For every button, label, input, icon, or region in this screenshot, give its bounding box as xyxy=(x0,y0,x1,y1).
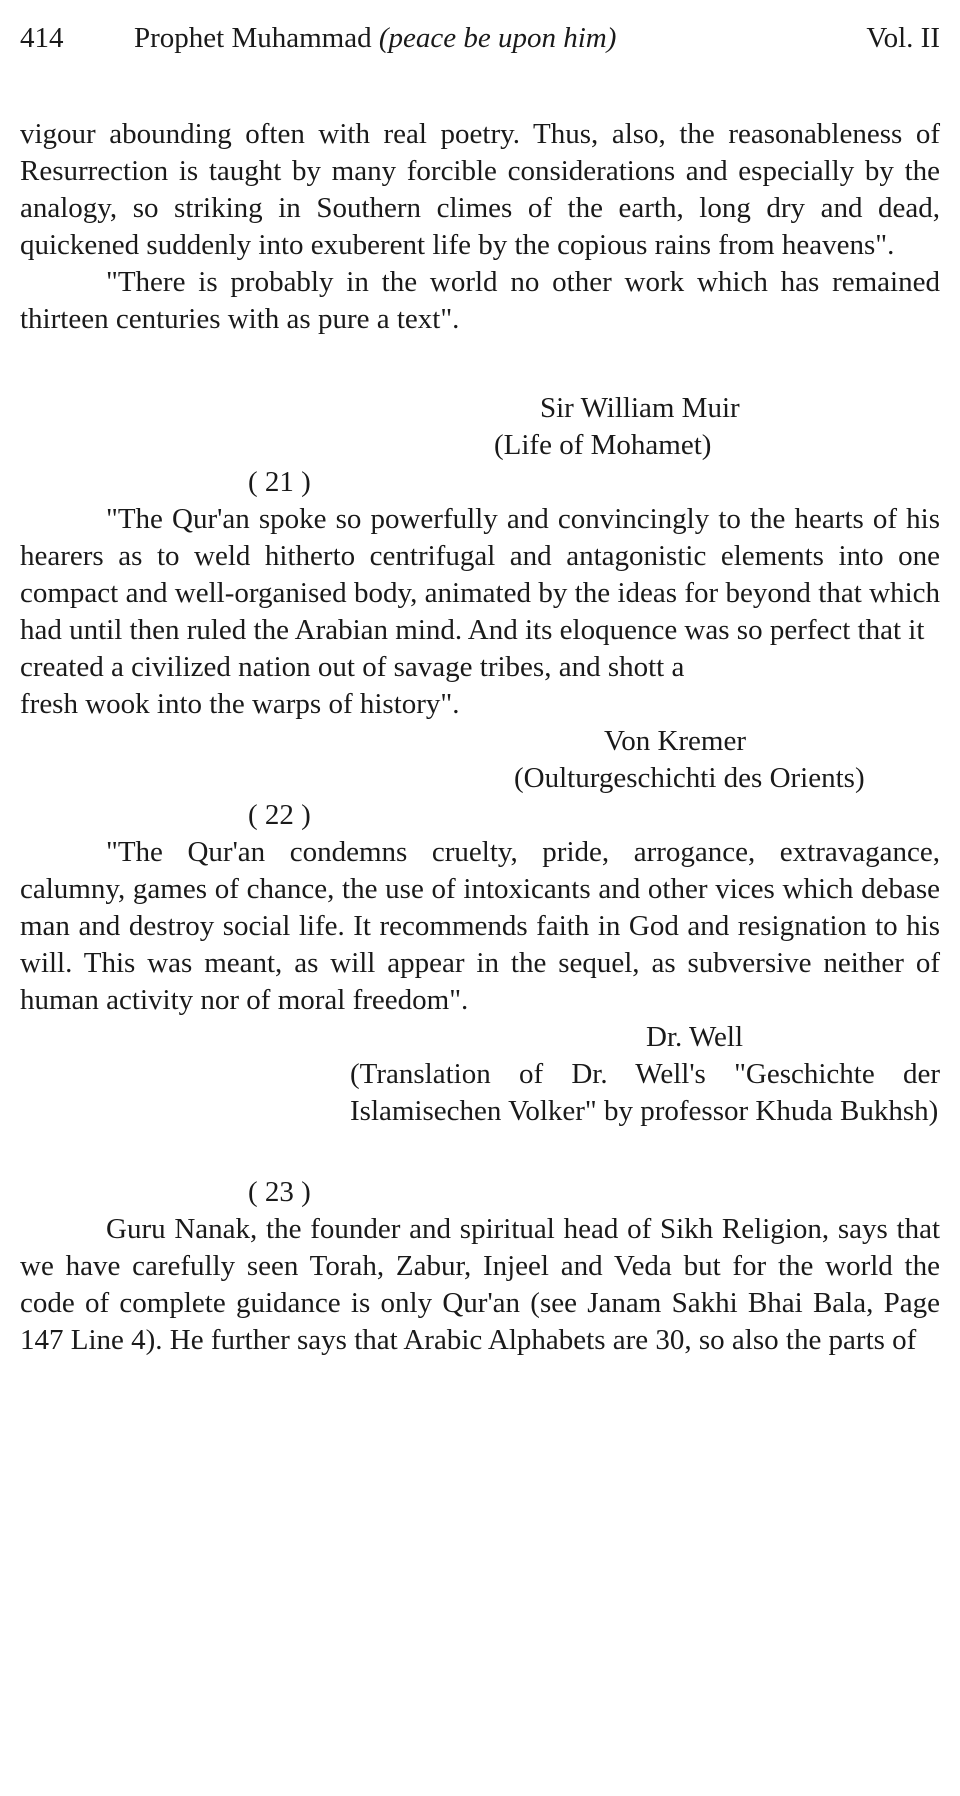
attribution-work-kremer: (Oulturgeschichti des Orients) xyxy=(514,762,865,794)
quote-number-22: ( 22 ) xyxy=(248,799,311,831)
attribution-name-muir: Sir William Muir xyxy=(540,392,740,424)
paragraph-kremer-quote-end: fresh wook into the warps of history". xyxy=(20,688,460,720)
paragraph-weil-quote: "The Qur'an condemns cruelty, pride, arrogance, extravagance, calumny, games of chance, the use of intoxicants and other vices which debase man and destroy social life. It recommends faith in God and resignation to his will. This was meant, as will appear in the sequel, as subversive neither of human activity nor of moral freedom". xyxy=(20,836,940,1016)
attribution-name-weil: Dr. Well xyxy=(646,1021,744,1053)
spacer xyxy=(20,338,940,390)
running-header xyxy=(20,18,940,68)
paragraph-kremer-quote-line: created a civilized nation out of savage tribes, and shott a xyxy=(20,651,685,683)
attribution-work-muir: (Life of Mohamet) xyxy=(494,429,712,461)
paragraph-guru-nanak: Guru Nanak, the founder and spiritual head of Sikh Religion, says that we have carefully seen Torah, Zabur, Injeel and Veda but for the world the code of complete guidance is only Qur'an (see Janam Sakhi Bhai Bala, Page 147 Line 4). He further says that Arabic Alphabets are 30, so also the parts of xyxy=(20,1213,940,1356)
book-title-honorific: (peace be upon him) xyxy=(378,22,617,54)
book-title-main: Prophet Muhammad xyxy=(134,22,372,54)
page-number: 414 xyxy=(20,22,64,54)
attribution-work-weil: (Translation of Dr. Well's "Geschichte der Islamisechen Volker" by professor Khuda Bukhsh) xyxy=(350,1058,940,1127)
paragraph-muir-quote: "There is probably in the world no other work which has remained thirteen centuries with as pure a text". xyxy=(20,266,940,335)
quote-number-21: ( 21 ) xyxy=(248,466,311,498)
book-page xyxy=(20,18,940,1359)
attribution-name-kremer: Von Kremer xyxy=(604,725,747,757)
spacer xyxy=(20,1130,940,1174)
quote-number-23: ( 23 ) xyxy=(248,1176,311,1208)
book-title xyxy=(134,18,616,58)
paragraph-kremer-quote: "The Qur'an spoke so powerfully and convincingly to the hearts of his hearers as to weld hitherto centrifugal and antagonistic elements into one compact and well-organised body, animated by the ideas for beyond that which had until then ruled the Arabian mind. And its eloquence was so perfect that it xyxy=(20,503,940,646)
paragraph-muir-continued: vigour abounding often with real poetry. Thus, also, the reasonableness of Resurrection is taught by many forcible considerations and especially by the analogy, so striking in Southern climes of the earth, long dry and dead, quickened suddenly into exuberent life by the copious rains from heavens". xyxy=(20,118,940,261)
body-text xyxy=(20,116,940,1359)
volume-label: Vol. II xyxy=(866,22,940,54)
